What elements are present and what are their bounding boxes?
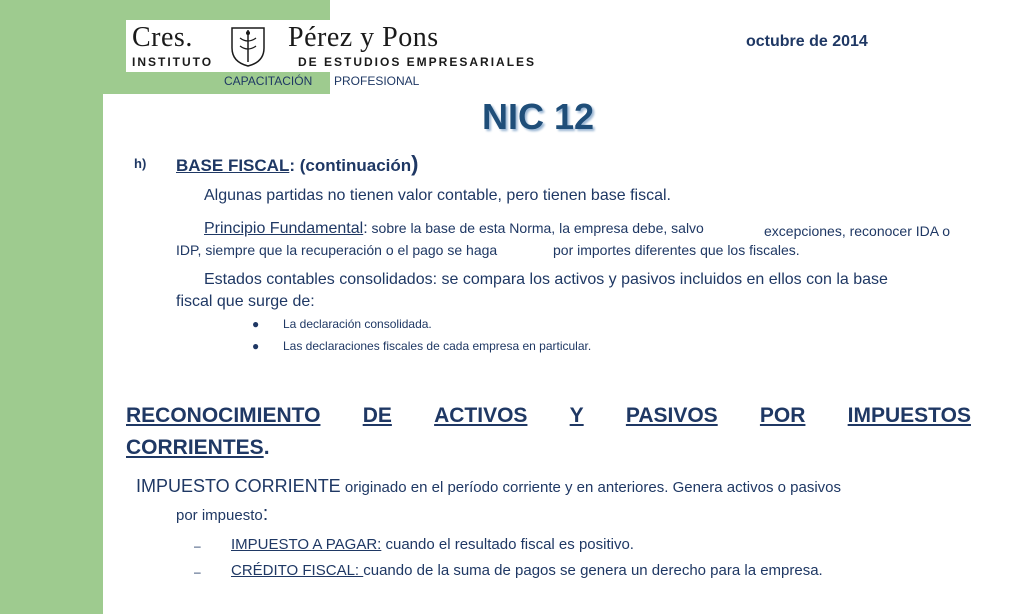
consolidated-line1: Estados contables consolidados: se compara los activos y pasivos incluidos en ellos con la base bbox=[204, 271, 888, 288]
current-tax-paragraph bbox=[136, 476, 841, 497]
recognition-line2-text: CORRIENTES bbox=[126, 436, 264, 459]
principle-colon: : bbox=[363, 220, 368, 237]
slide-date: octubre de 2014 bbox=[746, 33, 868, 50]
current-tax-text: originado en el período corriente y en anteriores. Genera activos o pasivos bbox=[340, 479, 841, 496]
institute-logo bbox=[126, 20, 537, 72]
logo-name bbox=[132, 22, 439, 54]
logo-name-left: Cres. bbox=[132, 22, 193, 53]
recognition-word: ACTIVOS bbox=[434, 404, 528, 427]
current-tax-label: IMPUESTO CORRIENTE bbox=[136, 476, 341, 496]
recognition-word: IMPUESTOS bbox=[847, 404, 971, 427]
dash-icon: – bbox=[194, 539, 201, 553]
list-item-content bbox=[231, 536, 634, 553]
profesional-word: PROFESIONAL bbox=[334, 74, 420, 88]
item-text: cuando de la suma de pagos se genera un derecho para la empresa. bbox=[363, 562, 823, 579]
list-item-text: Las declaraciones fiscales de cada empresa en particular. bbox=[283, 339, 592, 353]
recognition-word: RECONOCIMIENTO bbox=[126, 404, 321, 427]
slide-title: NIC 12 bbox=[482, 96, 595, 137]
section-marker: h) bbox=[134, 156, 147, 171]
section-heading-rest: : (continuación bbox=[289, 156, 412, 175]
item-label: IMPUESTO A PAGAR: bbox=[231, 536, 382, 553]
current-tax-line2-text: por impuesto bbox=[176, 507, 263, 524]
recognition-heading-line1 bbox=[126, 404, 971, 428]
principle-text-b: excepciones, reconocer IDA o bbox=[764, 223, 950, 239]
principle-line2-b: por importes diferentes que los fiscales. bbox=[553, 242, 800, 258]
recognition-period: . bbox=[263, 436, 270, 459]
principle-line2 bbox=[176, 242, 800, 258]
recognition-heading-line2 bbox=[126, 436, 270, 460]
logo-subtitle-right: DE ESTUDIOS EMPRESARIALES bbox=[298, 55, 537, 69]
capacitacion-word: CAPACITACIÓN bbox=[224, 74, 313, 88]
crest-icon bbox=[228, 24, 268, 68]
item-text: cuando el resultado fiscal es positivo. bbox=[381, 536, 634, 553]
logo-subtitle-left: INSTITUTO bbox=[132, 55, 214, 69]
section-heading-paren: ) bbox=[411, 151, 419, 176]
principle-text-a: sobre la base de esta Norma, la empresa debe, salvo bbox=[367, 220, 704, 236]
principle-label: Principio Fundamental bbox=[204, 220, 364, 237]
dash-icon: – bbox=[194, 565, 201, 579]
paragraph-partidas: Algunas partidas no tienen valor contable, pero tienen base fiscal. bbox=[204, 187, 671, 204]
logo-subtitle bbox=[132, 55, 537, 69]
principle-paragraph bbox=[204, 220, 950, 239]
current-tax-line2 bbox=[176, 503, 268, 526]
recognition-word: DE bbox=[362, 404, 392, 427]
list-item-text: La declaración consolidada. bbox=[283, 317, 432, 331]
bullet-icon: ● bbox=[252, 317, 260, 331]
list-item-content bbox=[231, 562, 823, 579]
current-tax-colon: : bbox=[262, 503, 269, 525]
section-heading-underlined: BASE FISCAL bbox=[176, 156, 290, 175]
bullet-icon: ● bbox=[252, 339, 260, 353]
consolidated-line2: fiscal que surge de: bbox=[176, 293, 315, 310]
section-heading bbox=[176, 151, 419, 177]
recognition-word: PASIVOS bbox=[625, 404, 718, 427]
recognition-word: Y bbox=[569, 404, 584, 427]
item-label: CRÉDITO FISCAL: bbox=[231, 562, 364, 579]
principle-line2-a: IDP, siempre que la recuperación o el pago se haga bbox=[176, 242, 498, 258]
logo-name-right: Pérez y Pons bbox=[288, 22, 439, 53]
recognition-word: POR bbox=[759, 404, 806, 427]
